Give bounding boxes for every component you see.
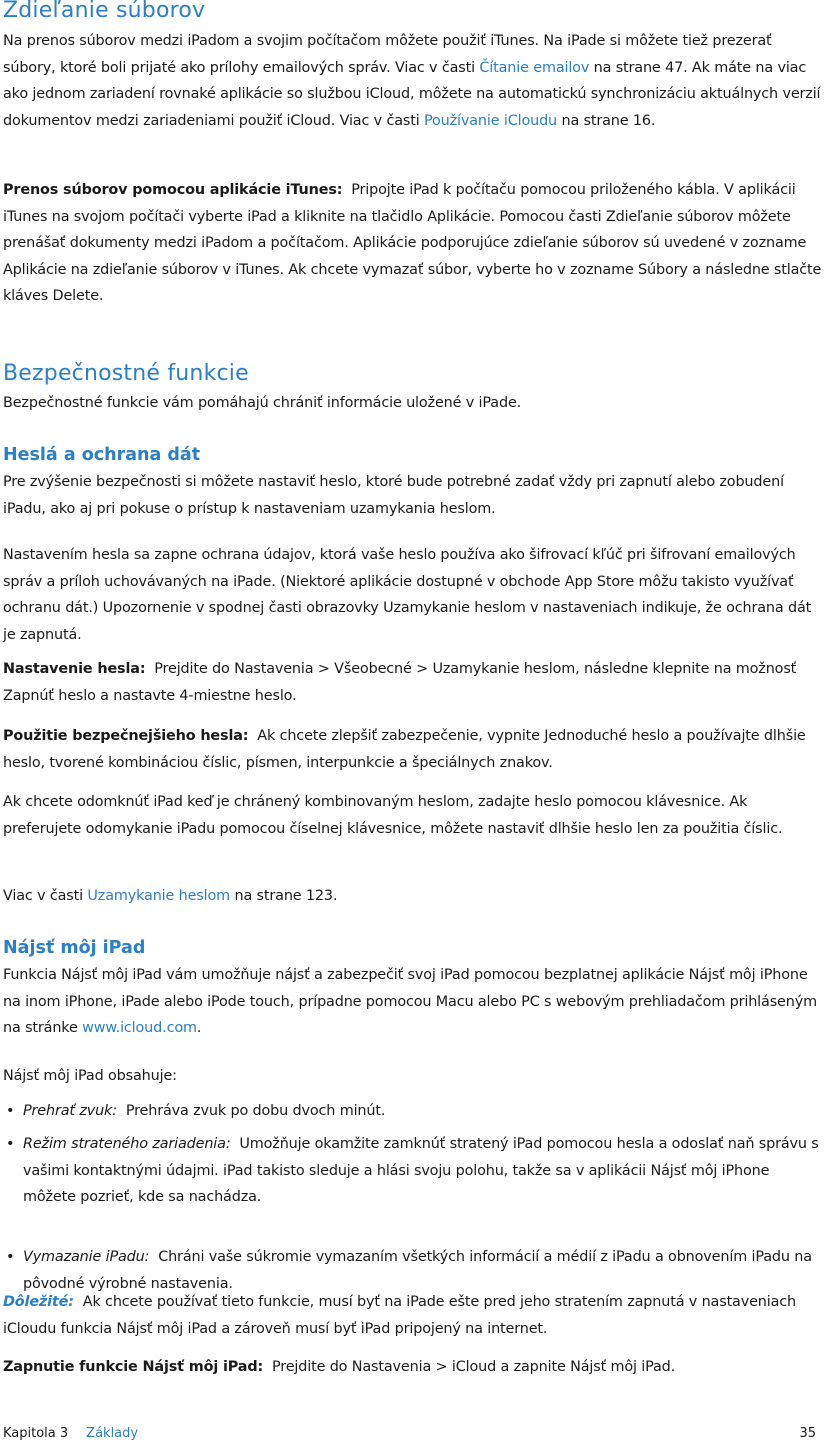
file-sharing-intro: Na prenos súborov medzi iPadom a svojim počítačom môžete použiť iTunes. Na iPade si môžete tiež prezerať súbory, ktoré boli prijaté ako prílohy emailových správ. Viac v časti Čítanie emailov na strane 47. Ak máte na viac ako jednom zariadení rovnaké aplikácie so službou iCloud, môžete na automatickú synchronizáciu aktuálnych verzií dokumentov medzi zariadeniami použiť iCloud. Viac v časti Používanie iCloudu na strane 16. [3,33,821,129]
list-item: • Prehrať zvuk: Prehráva zvuk po dobu dvoch minút. [3,1098,825,1125]
stronger-passcode-paragraph: Použitie bezpečnejšieho hesla: Ak chcete zlepšiť zabezpečenie, vypnite Jednoduché heslo a používajte dlhšie heslo, tvorené kombináciou čísliс, písmen, interpunkcie a špeciálnych znakov. [3,728,806,771]
set-passcode-paragraph: Nastavenie hesla: Prejdite do Nastavenia > Všeobecné > Uzamykanie heslom, následne klepnite na možnosť Zapnúť heslo a nastavte 4-miestne heslo. [3,661,797,704]
passcode-paragraph-1: Pre zvýšenie bezpečnosti si môžete nastaviť heslo, ktoré bude potrebné zadať vždy pri zapnutí alebo zobudení iPadu, ako aj pri pokuse o prístup k nastaveniam uzamykania heslom. [3,474,784,517]
important-note: Dôležité: Ak chcete používať tieto funkcie, musí byť na iPade ešte pred jeho stratením zapnutá v nastaveniach iCloudu funkcia Nájsť môj iPad a zároveň musí byť iPad pripojený na internet. [3,1294,797,1337]
bullet-icon: • [6,1249,15,1265]
link-passcode-lock[interactable]: Uzamykanie heslom [87,888,231,904]
see-passcode-lock: Viac v časti Uzamykanie heslom na strane 123. [3,888,338,904]
stronger-passcode-label: Použitie bezpečnejšieho hesla: [3,728,249,744]
footer-page-number: 35 [799,1426,816,1441]
footer-section-link[interactable]: Základy [86,1426,139,1441]
subsection-title-passcode: Heslá a ochrana dát [3,445,201,465]
unlock-paragraph: Ak chcete odomknúť iPad keď je chránený kombinovaným heslom, zadajte heslo pomocou klávesnice. Ak preferujete odomykanie iPadu pomocou číselnej klávesnice, môžete nastaviť dlhšie heslo len za použitia číslic. [3,794,783,837]
page-footer [3,1426,816,1442]
itunes-transfer-paragraph: Prenos súborov pomocou aplikácie iTunes: Pripojte iPad k počítaču pomocou priloženého kábla. V aplikácii iTunes na svojom počítači vyberte iPad a kliknite na tlačidlo Aplikácie. Pomocou časti Zdieľanie súborov môžete prenášať dokumenty medzi iPadom a počítačom. Aplikácie podporujúce zdieľanie súborov sú uvedené v zozname Aplikácie na zdieľanie súborov v iTunes. Ak chcete vymazať súbor, vyberte ho v zozname Súbory a následne stlačte kláves Delete. [3,182,822,305]
bullet-icon: • [6,1103,15,1119]
list-item: • Režim strateného zariadenia: Umožňuje okamžite zamknúť stratený iPad pomocou hesla a odoslať naň správu s vašimi kontaktnými údajmi. iPad takisto sleduje a hlási svoju polohu, takže sa v aplikácii Nájsť môj iPhone môžete pozrieť, kde sa nachádza. [3,1131,825,1211]
subsection-title-find-my-ipad: Nájsť môj iPad [3,938,146,958]
important-label: Dôležité: [3,1294,74,1310]
footer-chapter: Kapitola 3 [3,1426,69,1441]
find-my-paragraph-1: Funkcia Nájsť môj iPad vám umožňuje nájsť a zabezpečiť svoj iPad pomocou bezplatnej aplikácie Nájsť môj iPhone na inom iPhone, iPade alebo iPode touch, prípadne pomocou Macu alebo PC s webovým prehliadačom prihláseným na stránke www.icloud.com. [3,967,817,1037]
enable-find-my-paragraph: Zapnutie funkcie Nájsť môj iPad: Prejdite do Nastavenia > iCloud a zapnite Nájsť môj iPad. [3,1359,676,1375]
list-item: • Vymazanie iPadu: Chráni vaše súkromie vymazaním všetkých informácií a médií z iPadu a obnovením iPadu na pôvodné výrobné nastavenia. [3,1244,825,1297]
bullet-icon: • [6,1136,15,1152]
security-intro: Bezpečnostné funkcie vám pomáhajú chrániť informácie uložené v iPade. [3,395,522,411]
link-icloud-website[interactable]: www.icloud.com [82,1020,197,1037]
set-passcode-label: Nastavenie hesla: [3,661,146,677]
link-reading-email[interactable]: Čítanie emailov [479,59,590,76]
link-using-icloud[interactable]: Používanie iCloudu [423,112,558,129]
enable-find-my-label: Zapnutie funkcie Nájsť môj iPad: [3,1359,264,1375]
passcode-paragraph-2: Nastavením hesla sa zapne ochrana údajov, ktorá vaše heslo používa ako šifrovací kľúč pri šifrovaní emailových správ a príloh uchovávaných na iPade. (Niektoré aplikácie dostupné v obchode App Store môžu takisto využívať ochranu dát.) Upozornenie v spodnej časti obrazovky Uzamykanie heslom v nastaveniach indikuje, že ochrana dát je zapnutá. [3,547,812,643]
find-my-includes: Nájsť môj iPad obsahuje: [3,1068,177,1084]
section-title-security: Bezpečnostné funkcie [3,361,249,386]
itunes-transfer-label: Prenos súborov pomocou aplikácie iTunes: [3,182,343,198]
section-title-file-sharing: Zdieľanie súborov [3,0,206,23]
